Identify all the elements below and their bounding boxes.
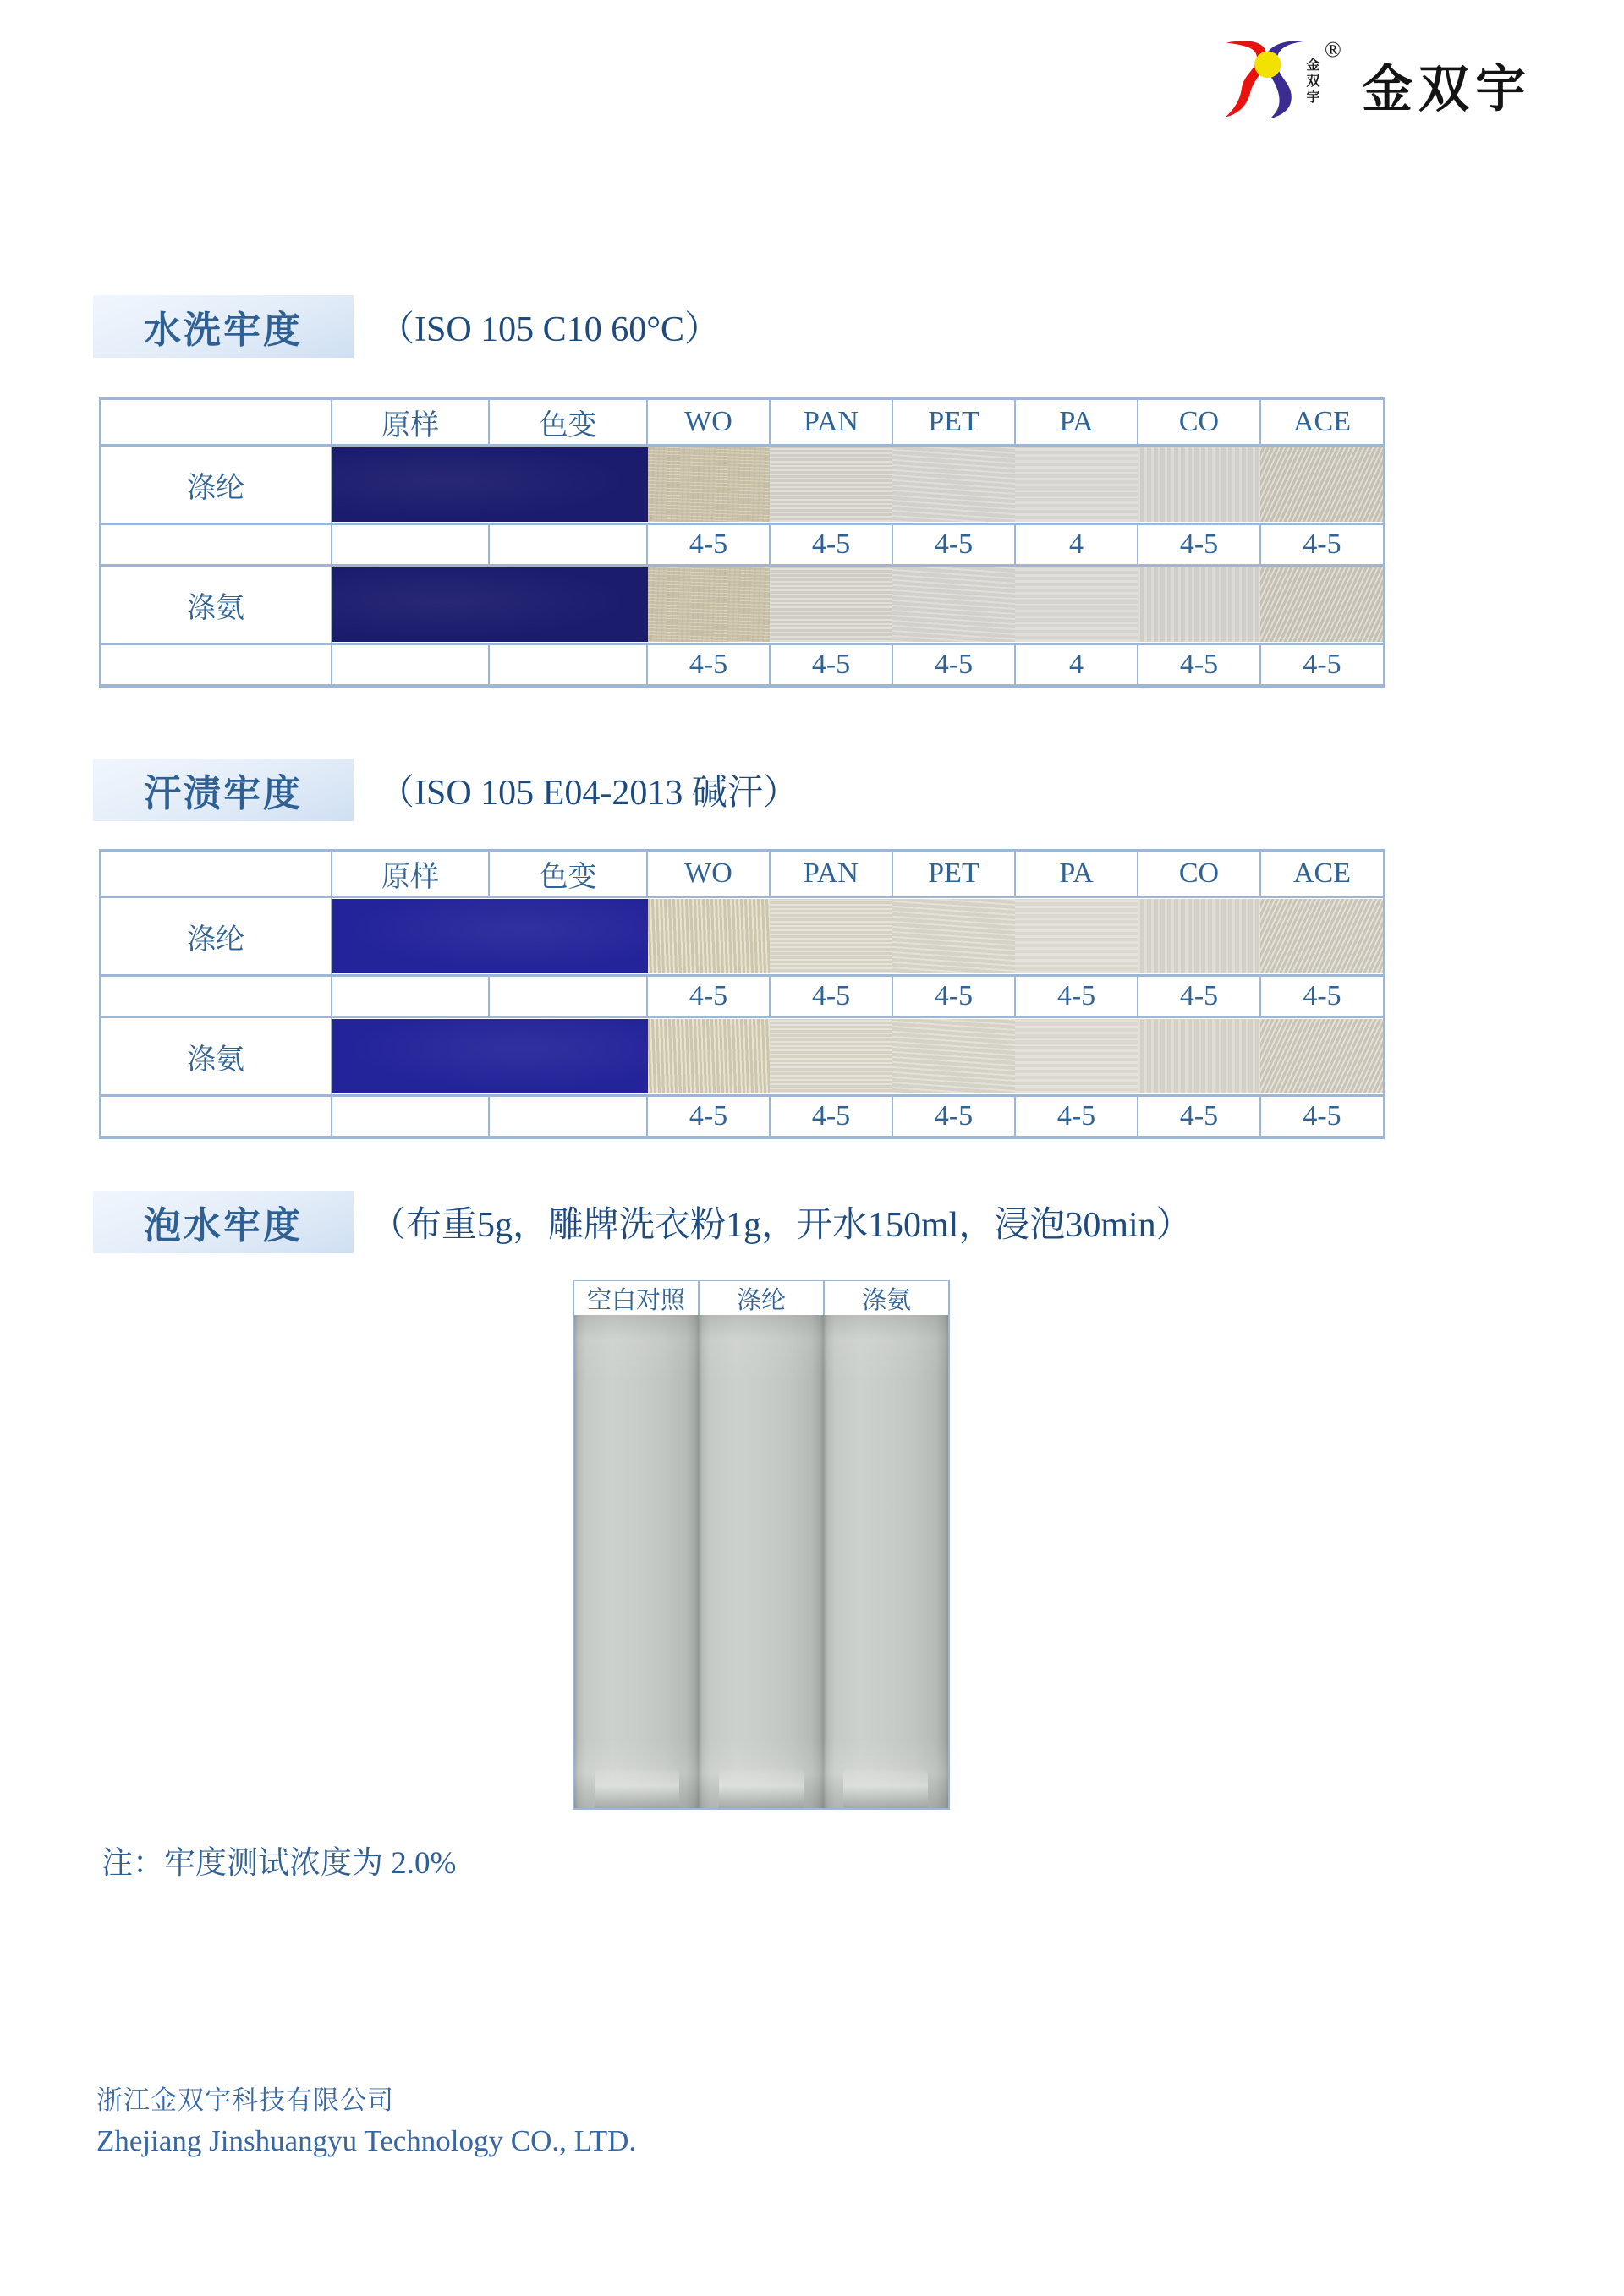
swatch-pa — [1015, 899, 1138, 973]
swatch-original-navy — [332, 567, 648, 642]
rating-pet: 4-5 — [892, 1096, 1015, 1138]
rating-pa: 4 — [1015, 644, 1138, 687]
header-ace: ACE — [1260, 851, 1384, 897]
swatch-pet — [892, 1019, 1015, 1093]
rating-pan: 4-5 — [770, 524, 892, 566]
rating-ace: 4-5 — [1260, 976, 1384, 1017]
fabric-swatch-strip — [332, 446, 1384, 524]
table-header-row — [100, 851, 1384, 897]
rating-pa: 4-5 — [1015, 976, 1138, 1017]
swatch-pan — [770, 899, 892, 973]
swatch-pa — [1015, 567, 1138, 642]
empty-cell — [489, 524, 647, 566]
swatch-co — [1138, 1019, 1260, 1093]
header-co: CO — [1138, 399, 1260, 446]
brand-seal-vertical-text: 金双宇 — [1304, 58, 1319, 106]
rating-row-poly-spandex — [100, 644, 1384, 687]
empty-cell — [332, 644, 489, 687]
registered-trademark-icon: ® — [1325, 37, 1341, 62]
header-ace: ACE — [1260, 399, 1384, 446]
header-pa: PA — [1015, 399, 1138, 446]
swatch-ace — [1260, 447, 1383, 522]
swatch-co — [1138, 447, 1260, 522]
wash-fastness-table — [99, 397, 1383, 688]
swatch-pan — [770, 447, 892, 522]
empty-cell — [489, 1096, 647, 1138]
rating-wo: 4-5 — [647, 976, 770, 1017]
rating-row-polyester — [100, 524, 1384, 566]
swatch-original-navy — [332, 899, 648, 973]
empty-cell — [100, 644, 332, 687]
brand-logo — [1218, 32, 1582, 129]
swatch-wo — [648, 899, 771, 973]
rating-wo: 4-5 — [647, 1096, 770, 1138]
fabric-row-poly-spandex — [100, 1017, 1384, 1096]
rating-co: 4-5 — [1138, 1096, 1260, 1138]
header-original: 原样 — [332, 851, 489, 897]
row-label: 涤纶 — [100, 897, 332, 976]
section-subtitle-wash-fastness: （ISO 105 C10 60°C） — [379, 310, 720, 349]
fabric-swatch-strip — [332, 897, 1384, 976]
rating-pet: 4-5 — [892, 976, 1015, 1017]
rating-ace: 4-5 — [1260, 1096, 1384, 1138]
empty-cell — [489, 644, 647, 687]
header-pan: PAN — [770, 399, 892, 446]
swatch-co — [1138, 567, 1260, 642]
rating-row-poly-spandex — [100, 1096, 1384, 1138]
section-subtitle-perspiration-fastness: （ISO 105 E04-2013 碱汗） — [379, 774, 798, 813]
rating-wo: 4-5 — [647, 524, 770, 566]
rating-pan: 4-5 — [770, 976, 892, 1017]
rating-pet: 4-5 — [892, 644, 1015, 687]
fabric-swatch-strip — [332, 566, 1384, 644]
header-color-change: 色变 — [489, 399, 647, 446]
company-name-en: Zhejiang Jinshuangyu Technology CO., LTD. — [96, 2124, 637, 2157]
rating-row-polyester — [100, 976, 1384, 1017]
section-subtitle-soak-fastness: （布重5g，雕牌洗衣粉1g，开水150ml，浸泡30min） — [370, 1206, 1192, 1245]
photo-header-polyester: 涤纶 — [700, 1281, 825, 1315]
swatch-pet — [892, 447, 1015, 522]
header-original: 原样 — [332, 399, 489, 446]
header-empty-cell — [100, 851, 332, 897]
empty-cell — [100, 976, 332, 1017]
swatch-pan — [770, 567, 892, 642]
brand-logo-icon — [1218, 37, 1313, 122]
tube-polyester — [699, 1315, 823, 1808]
rating-wo: 4-5 — [647, 644, 770, 687]
swatch-wo — [648, 567, 771, 642]
rating-pa: 4 — [1015, 524, 1138, 566]
swatch-pa — [1015, 1019, 1138, 1093]
footer — [96, 2079, 636, 2158]
rating-ace: 4-5 — [1260, 524, 1384, 566]
photo-table-header — [574, 1281, 948, 1315]
section-title-soak-fastness — [93, 1191, 354, 1253]
fabric-swatch-strip — [332, 1017, 1384, 1096]
row-label: 涤氨 — [100, 1017, 332, 1096]
photo-header-blank-control: 空白对照 — [574, 1281, 700, 1315]
swatch-ace — [1260, 1019, 1383, 1093]
rating-pan: 4-5 — [770, 1096, 892, 1138]
header-empty-cell — [100, 399, 332, 446]
company-name-cn: 浙江金双宇科技有限公司 — [96, 2085, 394, 2115]
empty-cell — [332, 524, 489, 566]
swatch-ace — [1260, 899, 1383, 973]
section-title-perspiration-fastness — [93, 759, 354, 821]
rating-co: 4-5 — [1138, 524, 1260, 566]
soak-test-photo — [574, 1315, 948, 1808]
empty-cell — [332, 976, 489, 1017]
swatch-pet — [892, 567, 1015, 642]
swatch-wo — [648, 1019, 771, 1093]
swatch-ace — [1260, 567, 1383, 642]
swatch-pet — [892, 899, 1015, 973]
section-title-text: 水洗牢度 — [144, 310, 303, 351]
swatch-wo — [648, 447, 771, 522]
perspiration-fastness-table — [99, 849, 1383, 1139]
fabric-row-polyester — [100, 446, 1384, 524]
rating-pan: 4-5 — [770, 644, 892, 687]
rating-co: 4-5 — [1138, 644, 1260, 687]
swatch-pan — [770, 1019, 892, 1093]
swatch-original-navy — [332, 447, 648, 522]
section-title-text: 泡水牢度 — [144, 1205, 303, 1247]
rating-co: 4-5 — [1138, 976, 1260, 1017]
header-co: CO — [1138, 851, 1260, 897]
empty-cell — [489, 976, 647, 1017]
header-color-change: 色变 — [489, 851, 647, 897]
table-header-row — [100, 399, 1384, 446]
section-title-text: 汗渍牢度 — [144, 773, 303, 814]
rating-ace: 4-5 — [1260, 644, 1384, 687]
empty-cell — [332, 1096, 489, 1138]
swatch-co — [1138, 899, 1260, 973]
tube-blank-control — [574, 1315, 699, 1808]
empty-cell — [100, 1096, 332, 1138]
fabric-row-poly-spandex — [100, 566, 1384, 644]
header-wo: WO — [647, 399, 770, 446]
header-pet: PET — [892, 399, 1015, 446]
rating-pa: 4-5 — [1015, 1096, 1138, 1138]
concentration-note: 注：牢度测试浓度为 2.0% — [102, 1846, 457, 1881]
swatch-original-navy — [332, 1019, 648, 1093]
brand-name: 金双宇 — [1362, 61, 1532, 118]
header-pan: PAN — [770, 851, 892, 897]
soak-test-photo-table — [573, 1280, 950, 1810]
photo-header-poly-spandex: 涤氨 — [861, 1286, 911, 1314]
tube-poly-spandex — [824, 1315, 948, 1808]
rating-pet: 4-5 — [892, 524, 1015, 566]
header-pet: PET — [892, 851, 1015, 897]
header-wo: WO — [647, 851, 770, 897]
header-pa: PA — [1015, 851, 1138, 897]
section-title-wash-fastness — [93, 295, 354, 358]
row-label: 涤氨 — [100, 566, 332, 644]
row-label: 涤纶 — [100, 446, 332, 524]
fabric-row-polyester — [100, 897, 1384, 976]
empty-cell — [100, 524, 332, 566]
swatch-pa — [1015, 447, 1138, 522]
